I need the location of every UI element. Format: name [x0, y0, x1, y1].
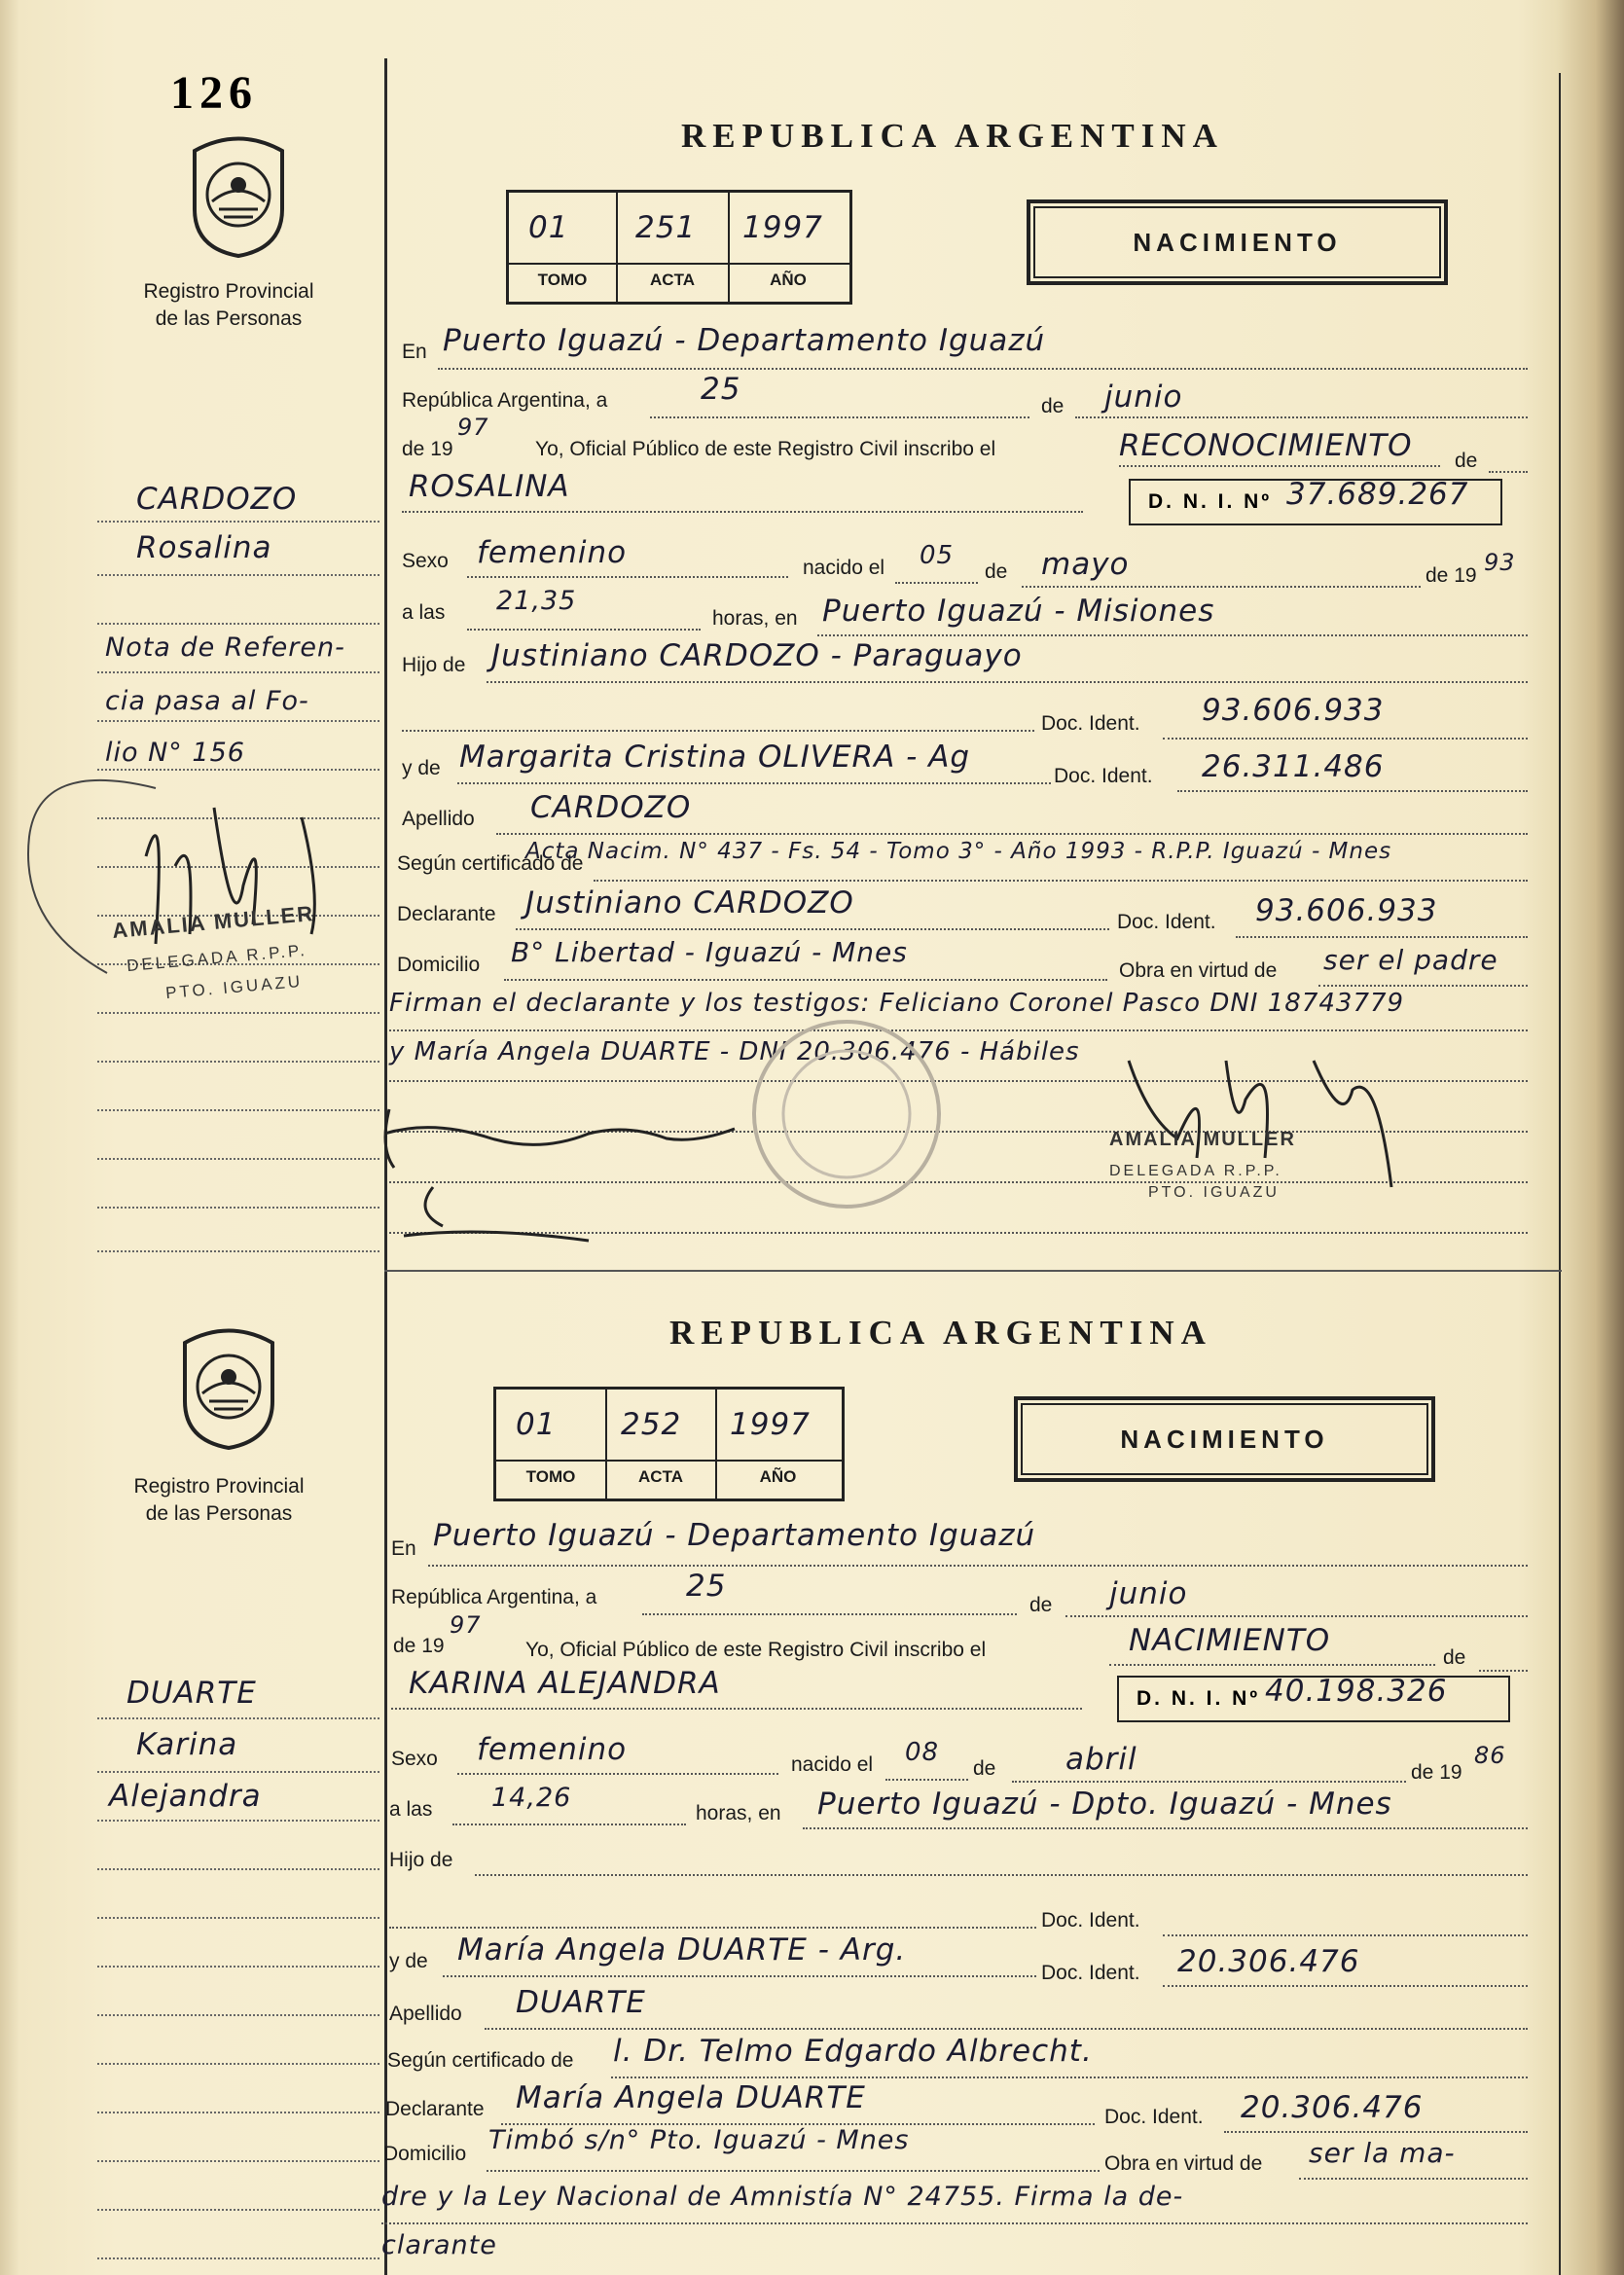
sexo-label: Sexo	[402, 550, 449, 572]
acta-value: 251	[635, 210, 697, 245]
obra-value-2: ser la ma-	[1309, 2137, 1456, 2169]
de19-label-2: de 19	[393, 1635, 445, 1657]
tomo-value: 01	[528, 210, 569, 245]
apellido-label-2: Apellido	[389, 2003, 462, 2025]
right-border	[1559, 73, 1561, 2275]
margin-stamp-name: AMALIA MULLER	[111, 900, 316, 944]
record-type-box: NACIMIENTO	[1027, 199, 1448, 285]
stamp-place: PTO. IGUAZU	[1148, 1184, 1280, 1201]
acta-box	[506, 190, 852, 305]
margin-note-2: cia pasa al Fo-	[105, 686, 309, 716]
de3-label: de	[985, 560, 1008, 583]
margin-name: Rosalina	[136, 530, 272, 565]
segun-label: Según certificado de	[397, 852, 584, 875]
body-line-2-2: clarante	[381, 2230, 497, 2260]
mother-doc: 26.311.486	[1202, 749, 1385, 784]
anio-value-2: 1997	[730, 1407, 811, 1442]
birth-year-2: 86	[1474, 1742, 1506, 1769]
margin-surname: CARDOZO	[136, 482, 298, 517]
anio-label-2: AÑO	[759, 1467, 797, 1486]
mother-doc-label: Doc. Ident.	[1054, 765, 1153, 787]
hijo-label: Hijo de	[402, 654, 466, 676]
de19b-label: de 19	[1426, 564, 1477, 587]
obra-label-2: Obra en virtud de	[1104, 2152, 1263, 2175]
de-label: de	[1041, 395, 1065, 417]
father-doc: 93.606.933	[1202, 693, 1385, 728]
horas-label-2: horas, en	[696, 1802, 781, 1824]
declarante-doc: 93.606.933	[1255, 893, 1438, 928]
sexo-value-2: femenino	[477, 1732, 628, 1767]
sexo-value: femenino	[477, 535, 628, 570]
country-title-2: REPUBLICA ARGENTINA	[669, 1314, 1212, 1352]
record-separator	[384, 1270, 1562, 1272]
country-title: REPUBLICA ARGENTINA	[681, 117, 1224, 155]
segun-value: Acta Nacim. N° 437 - Fs. 54 - Tomo 3° - Año 1993 - R.P.P. Iguazú - Mnes	[525, 839, 1392, 864]
anio-label: AÑO	[770, 271, 807, 289]
birth-month: mayo	[1041, 547, 1130, 582]
time-value-2: 14,26	[491, 1783, 572, 1813]
province-seal-2-icon	[175, 1323, 282, 1450]
official-round-seal-icon	[740, 1012, 954, 1216]
record-type-box-2: NACIMIENTO	[1014, 1396, 1435, 1482]
de3-label-2: de	[973, 1757, 996, 1780]
dni-label-2: D. N. I. Nº	[1137, 1687, 1261, 1710]
birth-year: 93	[1484, 549, 1516, 576]
domicilio-value: B° Libertad - Iguazú - Mnes	[511, 936, 908, 968]
alas-label-2: a las	[389, 1798, 433, 1821]
domicilio-value-2: Timbó s/n° Pto. Iguazú - Mnes	[488, 2125, 910, 2155]
acta-box-2	[493, 1387, 845, 1501]
father-doc-label: Doc. Ident.	[1041, 712, 1140, 735]
declarante-value-2: María Angela DUARTE	[516, 2080, 866, 2115]
dni-box	[1129, 479, 1502, 525]
hijo-label-2: Hijo de	[389, 1849, 453, 1871]
registry-label-2: de las Personas	[155, 307, 303, 330]
month-value: junio	[1104, 379, 1183, 415]
de2-label-2: de	[1443, 1646, 1466, 1669]
obra-label: Obra en virtud de	[1119, 959, 1278, 982]
declarante-doc-label: Doc. Ident.	[1117, 911, 1216, 933]
margin-name-3: Alejandra	[109, 1779, 262, 1814]
inscribo-value: RECONOCIMIENTO	[1119, 428, 1413, 463]
mother-name-2: María Angela DUARTE - Arg.	[457, 1932, 907, 1968]
tomo-label-2: TOMO	[525, 1467, 576, 1486]
dni-label: D. N. I. Nº	[1148, 490, 1273, 513]
body-line-2: y María Angela DUARTE - DNI 20.306.476 - Hábiles	[389, 1037, 1080, 1066]
day-value: 25	[701, 372, 741, 407]
de19b-label-2: de 19	[1411, 1761, 1462, 1784]
acta-label-2: ACTA	[638, 1467, 683, 1486]
declarante-doc-label-2: Doc. Ident.	[1104, 2106, 1204, 2128]
horas-label: horas, en	[712, 607, 798, 630]
acta-label: ACTA	[650, 271, 695, 289]
tomo-label: TOMO	[537, 271, 588, 289]
yde-label-2: y de	[389, 1950, 428, 1972]
body-line-1-2: dre y la Ley Nacional de Amnistía N° 24755. Firma la de-	[381, 2182, 1184, 2212]
sexo-label-2: Sexo	[391, 1748, 438, 1770]
birth-day-2: 08	[905, 1738, 940, 1767]
de-label-2: de	[1029, 1594, 1053, 1616]
province-seal-icon	[185, 131, 292, 258]
apellido-value-2: DUARTE	[516, 1985, 646, 2020]
declarante-label: Declarante	[397, 903, 496, 925]
stamp-name: AMALIA MULLER	[1109, 1129, 1296, 1150]
child-name-2: KARINA ALEJANDRA	[409, 1666, 721, 1701]
page-number: 126	[170, 67, 258, 119]
declarant-signature-icon	[375, 1080, 764, 1265]
yde-label: y de	[402, 757, 441, 779]
republica-label: República Argentina, a	[402, 389, 608, 412]
child-name: ROSALINA	[409, 469, 570, 504]
en-value-2: Puerto Iguazú - Departamento Iguazú	[433, 1518, 1036, 1553]
declarante-value: Justiniano CARDOZO	[525, 885, 854, 921]
alas-label: a las	[402, 601, 446, 624]
dni-value: 37.689.267	[1286, 477, 1469, 512]
inscribo-label: Yo, Oficial Público de este Registro Civil inscribo el	[535, 438, 996, 460]
nacido-label: nacido el	[803, 557, 885, 579]
registry-label-4: de las Personas	[145, 1502, 293, 1525]
year-value-2: 97	[450, 1611, 482, 1639]
segun-label-2: Según certificado de	[387, 2049, 574, 2072]
tomo-value-2: 01	[516, 1407, 557, 1442]
mother-name: Margarita Cristina OLIVERA - Ag	[459, 740, 971, 775]
birth-day: 05	[920, 541, 955, 570]
margin-note-3: lio N° 156	[105, 738, 245, 768]
registry-label-3: Registro Provincial	[133, 1475, 305, 1498]
margin-name-2: Karina	[136, 1727, 238, 1762]
month-value-2: junio	[1109, 1576, 1188, 1611]
margin-stamp-place: PTO. IGUAZU	[164, 971, 304, 1003]
segun-value-2: l. Dr. Telmo Edgardo Albrecht.	[613, 2034, 1093, 2069]
obra-value: ser el padre	[1323, 944, 1498, 976]
place-value: Puerto Iguazú - Misiones	[822, 594, 1215, 629]
body-line-1: Firman el declarante y los testigos: Feliciano Coronel Pasco DNI 18743779	[389, 989, 1405, 1018]
birth-month-2: abril	[1065, 1742, 1137, 1777]
year-value: 97	[457, 414, 489, 441]
domicilio-label: Domicilio	[397, 954, 481, 976]
acta-value-2: 252	[621, 1407, 682, 1442]
day-value-2: 25	[686, 1569, 727, 1604]
nacido-label-2: nacido el	[791, 1753, 874, 1776]
dni-box-2	[1117, 1676, 1510, 1722]
mother-doc-label-2: Doc. Ident.	[1041, 1962, 1140, 1984]
inscribo-label-2: Yo, Oficial Público de este Registro Civil inscribo el	[525, 1639, 987, 1661]
domicilio-label-2: Domicilio	[383, 2143, 467, 2165]
republica-label-2: República Argentina, a	[391, 1586, 597, 1608]
father-doc-label-2: Doc. Ident.	[1041, 1909, 1140, 1932]
registry-label-1: Registro Provincial	[143, 280, 314, 303]
declarante-doc-2: 20.306.476	[1241, 2090, 1424, 2125]
apellido-value: CARDOZO	[530, 790, 692, 825]
father-name: Justiniano CARDOZO - Paraguayo	[491, 638, 1023, 673]
place-value-2: Puerto Iguazú - Dpto. Iguazú - Mnes	[817, 1787, 1392, 1822]
anio-value: 1997	[742, 210, 823, 245]
en-label-2: En	[391, 1537, 416, 1560]
dni-value-2: 40.198.326	[1265, 1674, 1448, 1709]
time-value: 21,35	[496, 586, 577, 616]
inscribo-value-2: NACIMIENTO	[1129, 1623, 1331, 1658]
stamp-role: DELEGADA R.P.P.	[1109, 1163, 1282, 1179]
apellido-label: Apellido	[402, 808, 475, 830]
en-label: En	[402, 341, 427, 363]
margin-surname-2: DUARTE	[126, 1676, 257, 1711]
margin-note-1: Nota de Referen-	[105, 632, 345, 663]
declarante-label-2: Declarante	[385, 2098, 485, 2120]
en-value: Puerto Iguazú - Departamento Iguazú	[443, 323, 1046, 358]
de19-label: de 19	[402, 438, 453, 460]
mother-doc-2: 20.306.476	[1177, 1944, 1360, 1979]
margin-stamp-role: DELEGADA R.P.P.	[126, 940, 308, 976]
de2-label: de	[1455, 450, 1478, 472]
